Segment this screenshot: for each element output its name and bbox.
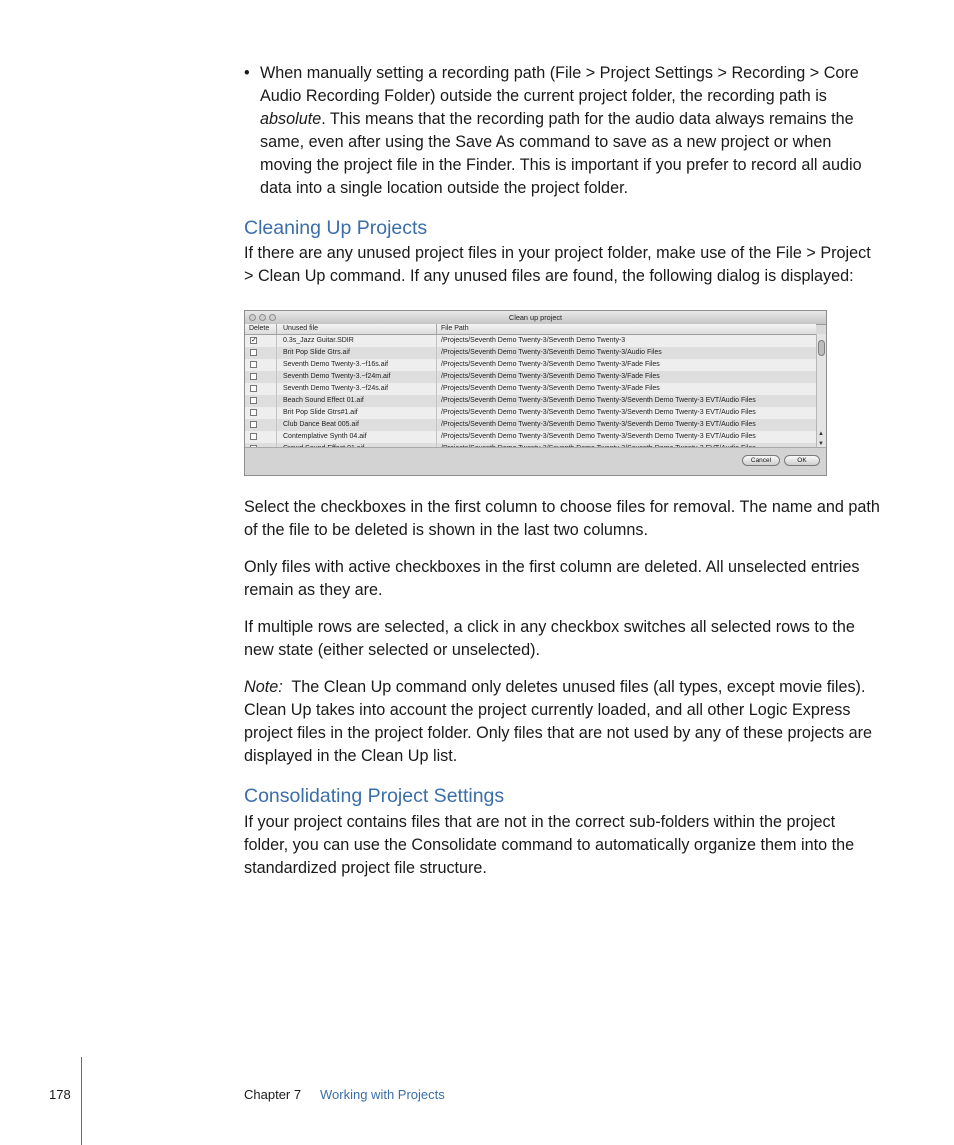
file-path: /Projects/Seventh Demo Twenty-3/Seventh Demo Twenty-3/Seventh Demo Twenty-3 EVT/Audio Files [441, 397, 756, 404]
delete-checkbox[interactable] [250, 397, 257, 404]
unused-file-name: 0.3s_Jazz Guitar.SDIR [283, 337, 354, 344]
column-divider [276, 407, 277, 419]
checkmark-icon: ✓ [251, 337, 257, 344]
section-intro-cleaning-up: If there are any unused project files in your project folder, make use of the File > Project > Clean Up command. If any unused files are found, the following dialog is displayed: [244, 244, 871, 285]
dialog-title: Clean up project [508, 313, 563, 322]
column-header-file-path[interactable]: File Path [441, 325, 469, 332]
unused-file-name: Beach Sound Effect 01.aif [283, 397, 364, 404]
unused-file-name: Brit Pop Slide Gtrs.aif [283, 349, 350, 356]
note-text: The Clean Up command only deletes unused files (all types, except movie files). Clean Up takes into account the project currently loaded, and all other Logic Express project files in the project folder. Only files that are not used by any of these projects are displayed in the Clean Up list. [244, 678, 873, 765]
unused-file-name: Seventh Demo Twenty-3.~f24s.aif [283, 385, 389, 392]
column-divider [276, 419, 277, 431]
scroll-down-arrow-icon[interactable]: ▼ [818, 441, 824, 447]
column-divider [276, 431, 277, 443]
table-row[interactable] [245, 419, 816, 431]
bullet-paragraph [244, 62, 880, 200]
table-row[interactable] [245, 407, 816, 419]
delete-checkbox[interactable] [250, 361, 257, 368]
column-header-delete[interactable]: Delete [249, 325, 270, 332]
ok-button[interactable]: OK [784, 455, 820, 466]
column-divider [436, 407, 437, 419]
unused-file-name: Seventh Demo Twenty-3.~f16s.aif [283, 361, 389, 368]
cancel-button[interactable]: Cancel [742, 455, 780, 466]
table-row[interactable] [245, 371, 816, 383]
column-divider [276, 383, 277, 395]
delete-checkbox[interactable] [250, 337, 257, 344]
table-row[interactable] [245, 383, 816, 395]
dialog-titlebar [245, 311, 826, 325]
file-path: /Projects/Seventh Demo Twenty-3/Seventh Demo Twenty-3/Audio Files [441, 349, 662, 356]
column-divider [276, 335, 277, 347]
section-heading-consolidating: Consolidating Project Settings [244, 785, 505, 807]
paragraph-multiple-rows: If multiple rows are selected, a click in any checkbox switches all selected rows to the new state (either selected or unselected). [244, 618, 855, 659]
delete-checkbox[interactable] [250, 409, 257, 416]
bullet-text-after: . This means that the recording path for the audio data always remains the same, even after using the Save As command to save as a new project or when moving the project file in the Finder. This is important if you prefer to record all audio data into a single location outside the project folder. [260, 110, 862, 197]
unused-file-name: Seventh Demo Twenty-3.~f24m.aif [283, 373, 391, 380]
column-divider [436, 431, 437, 443]
delete-checkbox[interactable] [250, 385, 257, 392]
page-number: 178 [49, 1087, 71, 1102]
table-row[interactable] [245, 431, 816, 443]
column-divider [276, 395, 277, 407]
note-paragraph [244, 676, 880, 768]
scrollbar-thumb[interactable] [818, 340, 825, 356]
column-divider [436, 347, 437, 359]
column-divider [436, 419, 437, 431]
file-path: /Projects/Seventh Demo Twenty-3/Seventh Demo Twenty-3/Fade Files [441, 373, 660, 380]
delete-checkbox[interactable] [250, 433, 257, 440]
column-divider [276, 324, 277, 334]
file-path: /Projects/Seventh Demo Twenty-3/Seventh Demo Twenty-3/Fade Files [441, 361, 660, 368]
clean-up-dialog [244, 310, 827, 476]
bullet-emphasis: absolute [260, 110, 322, 128]
paragraph-select-checkboxes: Select the checkboxes in the first column to choose files for removal. The name and path of the file to be deleted is shown in the last two columns. [244, 498, 880, 539]
paragraph-active-checkboxes: Only files with active checkboxes in the first column are deleted. All unselected entries remain as they are. [244, 558, 860, 599]
bullet-text [260, 62, 880, 200]
column-divider [436, 335, 437, 347]
section-body-consolidating: If your project contains files that are not in the correct sub-folders within the project folder, you can use the Consolidate command to automatically organize them into the standardized project file structure. [244, 813, 855, 877]
column-divider [436, 383, 437, 395]
note-label: Note: [244, 678, 283, 696]
footer-divider [81, 1057, 82, 1145]
column-header-unused-file[interactable]: Unused file [283, 325, 319, 332]
table-row[interactable] [245, 395, 816, 407]
chapter-title: Working with Projects [320, 1087, 445, 1102]
table-row[interactable] [245, 335, 816, 347]
delete-checkbox[interactable] [250, 349, 257, 356]
file-path: /Projects/Seventh Demo Twenty-3/Seventh Demo Twenty-3/Fade Files [441, 385, 660, 392]
bullet-text-before: When manually setting a recording path (File > Project Settings > Recording > Core Audio Recording Folder) outside the current project folder, the recording path is [260, 64, 859, 105]
file-path: /Projects/Seventh Demo Twenty-3/Seventh Demo Twenty-3/Seventh Demo Twenty-3 EVT/Audio Files [441, 421, 756, 428]
vertical-scrollbar[interactable] [816, 334, 826, 449]
column-divider [276, 347, 277, 359]
delete-checkbox[interactable] [250, 421, 257, 428]
file-path: /Projects/Seventh Demo Twenty-3/Seventh Demo Twenty-3 [441, 337, 626, 344]
section-heading-cleaning-up: Cleaning Up Projects [244, 217, 428, 239]
column-divider [276, 359, 277, 371]
table-row[interactable] [245, 359, 816, 371]
column-divider [276, 371, 277, 383]
file-path: /Projects/Seventh Demo Twenty-3/Seventh Demo Twenty-3/Seventh Demo Twenty-3 EVT/Audio Files [441, 433, 756, 440]
table-row[interactable] [245, 347, 816, 359]
column-divider [436, 371, 437, 383]
scroll-up-arrow-icon[interactable]: ▲ [818, 431, 824, 437]
dialog-footer [245, 447, 826, 475]
delete-checkbox[interactable] [250, 373, 257, 380]
bullet-marker: • [244, 64, 250, 82]
unused-file-name: Club Dance Beat 005.aif [283, 421, 359, 428]
table-header [245, 324, 816, 335]
unused-file-name: Contemplative Synth 04.aif [283, 433, 367, 440]
column-divider [436, 395, 437, 407]
column-divider [436, 324, 437, 334]
file-path: /Projects/Seventh Demo Twenty-3/Seventh Demo Twenty-3/Seventh Demo Twenty-3 EVT/Audio Files [441, 409, 756, 416]
table-body [245, 335, 816, 449]
chapter-label: Chapter 7 [244, 1087, 302, 1102]
column-divider [436, 359, 437, 371]
unused-file-name: Brit Pop Slide Gtrs#1.aif [283, 409, 358, 416]
